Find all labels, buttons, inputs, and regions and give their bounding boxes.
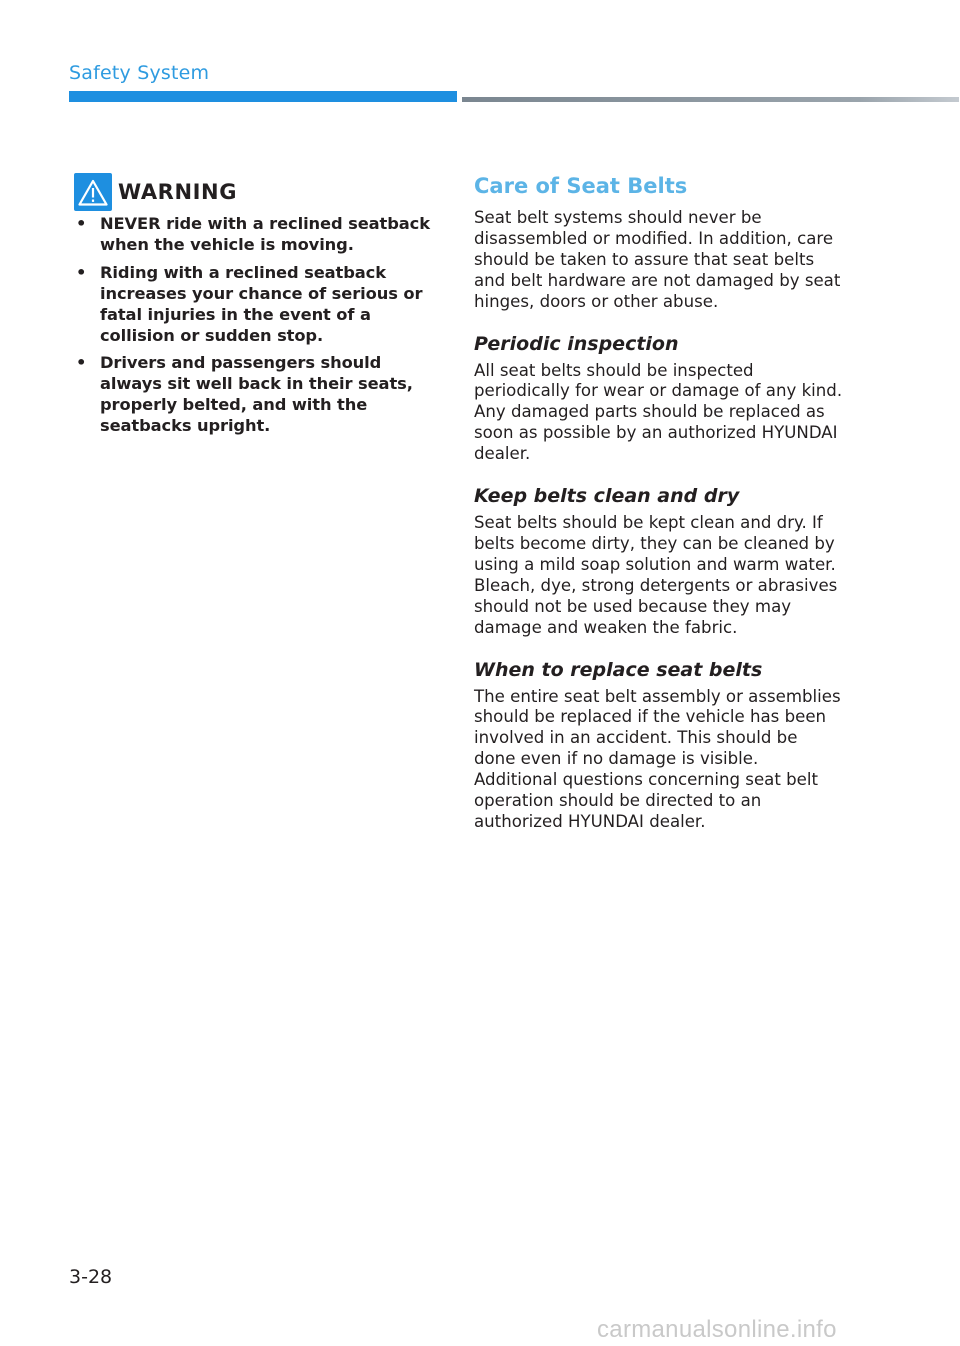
warning-title: WARNING	[118, 180, 238, 204]
care-section	[474, 172, 844, 851]
bullet: •	[76, 262, 87, 282]
paragraph-periodic-inspection: All seat belts should be inspected periodically for wear or damage of any kind. Any damaged parts should be replaced as soon as possible by an authorized HYUNDAI dealer.	[474, 360, 843, 464]
watermark: carmanualsonline.info	[597, 1316, 837, 1343]
subheading-periodic-inspection: Periodic inspection	[474, 332, 679, 355]
warning-item-text: Riding with a reclined seatback increases your chance of serious or fatal injuries in the event of a collision or sudden stop.	[100, 262, 423, 345]
bullet: •	[76, 214, 87, 233]
warning-item	[74, 263, 440, 347]
warning-item-text: NEVER ride with a reclined seatback when the vehicle is moving.	[100, 214, 430, 254]
paragraph-replace: The entire seat belt assembly or assemblies should be replaced if the vehicle has been involved in an accident. This should be done even if no damage is visible. Additional questions concerning seat belt operation should be directed to an authorized HYUNDAI dealer.	[474, 686, 841, 831]
header-rule-blue	[69, 91, 457, 102]
intro-paragraph: Seat belt systems should never be disassembled or modified. In addition, care should be taken to assure that seat belts and belt hardware are not damaged by seat hinges, doors or other abuse.	[474, 208, 841, 311]
bullet: •	[76, 353, 87, 373]
page-number: 3-28	[69, 1266, 113, 1288]
warning-list	[74, 214, 440, 437]
warning-triangle-icon	[74, 173, 112, 211]
subheading-keep-clean: Keep belts clean and dry	[474, 485, 740, 508]
header-rule-grey	[462, 97, 959, 102]
section-label: Safety System	[69, 62, 210, 84]
warning-item-text: Drivers and passengers should always sit well back in their seats, properly belted, and with the seatbacks upright.	[100, 353, 413, 436]
warning-item	[74, 214, 440, 256]
warning-header	[74, 172, 440, 212]
warning-box	[74, 172, 440, 444]
subheading-replace: When to replace seat belts	[474, 658, 763, 681]
section-title: Care of Seat Belts	[474, 174, 688, 198]
warning-item	[74, 353, 440, 437]
paragraph-keep-clean: Seat belts should be kept clean and dry. If belts become dirty, they can be cleaned by using a mild soap solution and warm water. Bleach, dye, strong detergents or abrasives should not be used because they may damage and weaken the fabric.	[474, 513, 838, 637]
